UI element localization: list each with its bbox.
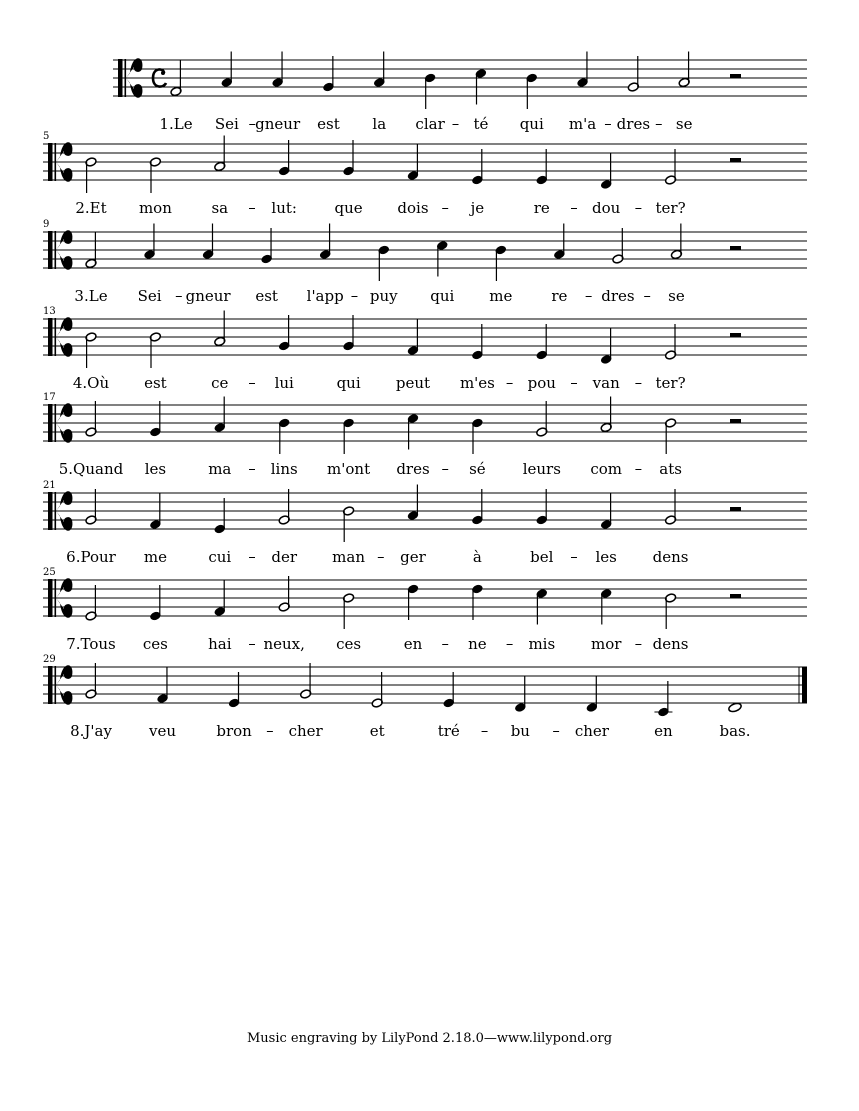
note bbox=[214, 311, 226, 347]
lyric-syllable: re bbox=[533, 199, 550, 217]
staff-system bbox=[43, 219, 807, 305]
lyric-syllable: mon bbox=[138, 199, 172, 217]
lyric-syllable: qui bbox=[519, 115, 544, 133]
note bbox=[371, 672, 383, 708]
half-rest bbox=[730, 158, 741, 162]
lyric-syllable: dres bbox=[616, 115, 651, 133]
measure-number: 21 bbox=[43, 480, 56, 491]
note bbox=[157, 668, 169, 704]
lyric-syllable: je bbox=[470, 199, 485, 217]
note bbox=[495, 245, 507, 281]
note bbox=[144, 224, 156, 260]
lyric-syllable: mor bbox=[590, 635, 622, 653]
lyric-syllable: 1.Le bbox=[159, 115, 193, 133]
lyric-syllable: neux, bbox=[263, 635, 305, 653]
lyric-syllable: 2.Et bbox=[75, 199, 107, 217]
lyric-syllable: puy bbox=[369, 287, 398, 305]
note bbox=[654, 681, 672, 717]
lyrics-line bbox=[159, 115, 692, 133]
lyric-syllable: que bbox=[334, 199, 363, 217]
measure-number: 9 bbox=[43, 219, 50, 230]
note bbox=[443, 672, 455, 708]
note bbox=[343, 418, 355, 454]
lyric-syllable: ces bbox=[336, 635, 362, 653]
note bbox=[149, 157, 161, 193]
note bbox=[665, 149, 677, 185]
note bbox=[471, 324, 483, 360]
lyric-syllable: est bbox=[317, 115, 340, 133]
note bbox=[586, 677, 598, 713]
note bbox=[536, 489, 548, 525]
note bbox=[471, 149, 483, 185]
note bbox=[214, 136, 226, 172]
note bbox=[278, 418, 290, 454]
note bbox=[343, 593, 355, 629]
lyric-syllable: 4.Où bbox=[72, 374, 110, 392]
note bbox=[378, 245, 390, 281]
note bbox=[261, 228, 273, 264]
lyric-syllable: m'es bbox=[459, 374, 495, 392]
lyric-syllable: me bbox=[143, 548, 167, 566]
lyric-syllable: et bbox=[369, 722, 385, 740]
lyric-syllable: m'a bbox=[568, 115, 597, 133]
note bbox=[600, 588, 612, 624]
lyric-syllable: est bbox=[255, 287, 278, 305]
note bbox=[678, 52, 690, 88]
lyrics-line bbox=[74, 287, 684, 305]
lyric-syllable: der bbox=[271, 548, 298, 566]
note bbox=[407, 584, 419, 620]
lyrics-line bbox=[75, 199, 685, 217]
note bbox=[343, 315, 355, 351]
lyric-syllable: man bbox=[332, 548, 366, 566]
note bbox=[536, 324, 548, 360]
lyric-syllable: cher bbox=[574, 722, 609, 740]
staff-system bbox=[43, 480, 807, 566]
note bbox=[214, 397, 226, 433]
half-rest bbox=[730, 594, 741, 598]
lyric-syllable: les bbox=[144, 460, 167, 478]
lyric-syllable: à bbox=[472, 548, 482, 566]
note bbox=[202, 224, 214, 260]
lyric-syllable: leurs bbox=[522, 460, 561, 478]
note bbox=[149, 401, 161, 437]
note bbox=[300, 663, 312, 699]
note bbox=[670, 224, 682, 260]
lyric-syllable: qui bbox=[430, 287, 455, 305]
lyric-syllable: lins bbox=[270, 460, 298, 478]
lyric-syllable: 3.Le bbox=[74, 287, 108, 305]
lyrics-line bbox=[73, 374, 686, 392]
lyric-syllable: van bbox=[592, 374, 620, 392]
note bbox=[228, 672, 240, 708]
lyric-syllable: 5.Quand bbox=[58, 460, 124, 478]
note bbox=[407, 485, 419, 521]
lyric-syllable: cui bbox=[208, 548, 232, 566]
engraving-credit: Music engraving by LilyPond 2.18.0—www.lilypond.org bbox=[246, 1031, 613, 1046]
lyric-syllable: clar bbox=[415, 115, 445, 133]
measure-number: 25 bbox=[43, 567, 56, 578]
lyric-syllable: se bbox=[668, 287, 685, 305]
note bbox=[665, 418, 677, 454]
lyric-syllable: gneur bbox=[185, 287, 231, 305]
lyric-syllable: 8.J'ay bbox=[70, 722, 112, 740]
notehead bbox=[728, 702, 742, 713]
final-barline bbox=[802, 667, 807, 703]
note bbox=[170, 61, 182, 97]
lyric-syllable: me bbox=[489, 287, 513, 305]
lyric-syllable: ma bbox=[208, 460, 232, 478]
lyric-syllable: ter? bbox=[655, 374, 686, 392]
note bbox=[343, 140, 355, 176]
staff-system bbox=[43, 654, 807, 740]
lyric-syllable: bu bbox=[510, 722, 530, 740]
note bbox=[214, 581, 226, 617]
half-rest bbox=[730, 246, 741, 250]
note bbox=[278, 140, 290, 176]
note bbox=[475, 68, 487, 104]
note bbox=[278, 576, 290, 612]
note bbox=[600, 154, 612, 190]
note bbox=[407, 320, 419, 356]
lyric-syllable: tré bbox=[437, 722, 460, 740]
note bbox=[665, 489, 677, 525]
lyric-syllable: Sei bbox=[137, 287, 162, 305]
lyric-syllable: en bbox=[654, 722, 673, 740]
lyric-syllable: com bbox=[590, 460, 623, 478]
lyric-syllable: les bbox=[595, 548, 617, 566]
measure-number: 29 bbox=[43, 654, 56, 665]
staff-system bbox=[43, 392, 807, 478]
note bbox=[214, 498, 226, 534]
note bbox=[424, 73, 436, 109]
note bbox=[536, 149, 548, 185]
lyric-syllable: ce bbox=[211, 374, 229, 392]
note bbox=[85, 401, 97, 437]
note bbox=[85, 585, 97, 621]
note bbox=[85, 233, 97, 269]
lyric-syllable: bas. bbox=[719, 722, 751, 740]
lyric-syllable: qui bbox=[336, 374, 361, 392]
lyric-syllable: m'ont bbox=[327, 460, 371, 478]
note bbox=[343, 506, 355, 542]
note bbox=[471, 418, 483, 454]
lyric-syllable: ger bbox=[400, 548, 426, 566]
note bbox=[471, 584, 483, 620]
lyric-syllable: bron bbox=[216, 722, 252, 740]
lyric-syllable: re bbox=[551, 287, 568, 305]
measure-number: 17 bbox=[43, 392, 56, 403]
note bbox=[600, 494, 612, 530]
lyric-syllable: mis bbox=[528, 635, 556, 653]
lyrics-line bbox=[70, 722, 750, 740]
lyric-syllable: en bbox=[403, 635, 423, 653]
lyric-syllable: se bbox=[675, 115, 693, 133]
note bbox=[322, 56, 334, 92]
note bbox=[278, 315, 290, 351]
lyrics-line bbox=[59, 460, 682, 478]
note bbox=[514, 677, 526, 713]
half-rest bbox=[730, 74, 741, 78]
note bbox=[149, 585, 161, 621]
lyric-syllable: ter? bbox=[655, 199, 686, 217]
staff-system bbox=[113, 52, 807, 134]
note bbox=[728, 702, 742, 713]
lyric-syllable: dou bbox=[592, 199, 621, 217]
note bbox=[85, 663, 97, 699]
half-rest bbox=[730, 419, 741, 423]
lyric-syllable: 6.Pour bbox=[66, 548, 116, 566]
lyric-syllable: hai bbox=[208, 635, 232, 653]
lyric-syllable: bel bbox=[530, 548, 554, 566]
lyric-syllable: té bbox=[473, 115, 489, 133]
lyric-syllable: lut: bbox=[271, 199, 297, 217]
note bbox=[612, 228, 624, 264]
note bbox=[407, 413, 419, 449]
note bbox=[627, 56, 639, 92]
staff-system bbox=[43, 567, 807, 653]
note bbox=[149, 332, 161, 368]
lyric-syllable: la bbox=[372, 115, 387, 133]
note bbox=[373, 52, 385, 88]
note bbox=[600, 397, 612, 433]
note bbox=[85, 489, 97, 525]
note bbox=[221, 52, 233, 88]
measure-number: 5 bbox=[43, 131, 50, 142]
note bbox=[536, 588, 548, 624]
lyric-syllable: dres bbox=[601, 287, 635, 305]
staff-system bbox=[43, 306, 807, 392]
lyric-syllable: pou bbox=[527, 374, 556, 392]
note bbox=[85, 157, 97, 193]
note bbox=[526, 73, 538, 109]
lyrics-line bbox=[66, 635, 688, 653]
note bbox=[536, 401, 548, 437]
lyric-syllable: ne bbox=[468, 635, 487, 653]
note bbox=[272, 52, 284, 88]
lyric-syllable: sé bbox=[469, 460, 486, 478]
note bbox=[407, 145, 419, 181]
lyric-syllable: ats bbox=[659, 460, 682, 478]
note bbox=[436, 240, 448, 276]
lyric-syllable: cher bbox=[288, 722, 323, 740]
lyric-syllable: lui bbox=[274, 374, 294, 392]
note bbox=[85, 332, 97, 368]
half-rest bbox=[730, 507, 741, 511]
staff-system bbox=[43, 131, 807, 217]
lyric-syllable: sa bbox=[211, 199, 229, 217]
lyric-syllable: dois bbox=[397, 199, 429, 217]
note bbox=[278, 489, 290, 525]
note bbox=[319, 224, 331, 260]
lyric-syllable: est bbox=[144, 374, 167, 392]
note bbox=[577, 52, 589, 88]
lyric-syllable: Sei bbox=[214, 115, 239, 133]
note bbox=[149, 494, 161, 530]
note bbox=[471, 489, 483, 525]
lyric-syllable: peut bbox=[395, 374, 431, 392]
half-rest bbox=[730, 333, 741, 337]
note bbox=[600, 329, 612, 365]
lyric-syllable: ces bbox=[142, 635, 168, 653]
lyrics-line bbox=[66, 548, 688, 566]
lyric-syllable: dens bbox=[652, 635, 689, 653]
note bbox=[553, 224, 565, 260]
lyric-syllable: gneur bbox=[255, 115, 301, 133]
note bbox=[665, 324, 677, 360]
lyric-syllable: l'app bbox=[306, 287, 344, 305]
note bbox=[665, 593, 677, 629]
lyric-syllable: 7.Tous bbox=[66, 635, 116, 653]
lyric-syllable: dens bbox=[652, 548, 689, 566]
measure-number: 13 bbox=[43, 306, 56, 317]
lyric-syllable: veu bbox=[149, 722, 177, 740]
lyric-syllable: dres bbox=[396, 460, 430, 478]
